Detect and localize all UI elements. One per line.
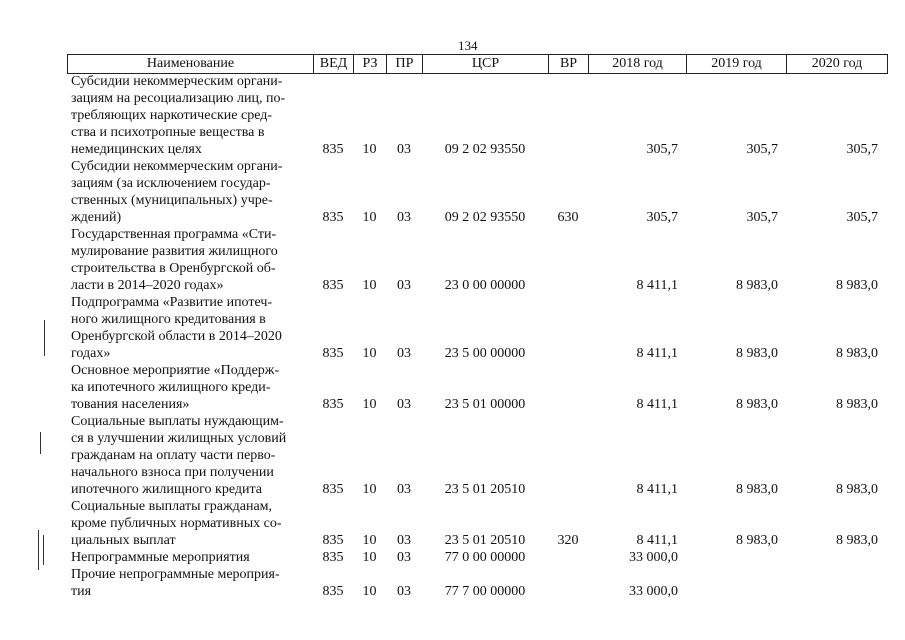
cell-ved: 835 bbox=[322, 482, 344, 497]
row-name bbox=[67, 294, 313, 362]
row-name-line: Государственная программа «Сти- bbox=[71, 227, 277, 242]
cell-y2020: 8 983,0 bbox=[836, 397, 878, 412]
table-row bbox=[67, 549, 886, 566]
cell-csr: 23 0 00 00000 bbox=[444, 278, 526, 293]
row-name-line: начального взноса при получении bbox=[71, 465, 274, 480]
cell-y2019: 8 983,0 bbox=[736, 397, 778, 412]
header-name: Наименование bbox=[68, 55, 314, 73]
cell-csr: 77 0 00 00000 bbox=[444, 550, 526, 565]
row-name-line: Основное мероприятие «Поддерж- bbox=[71, 363, 280, 378]
row-name-line: немедицинских целях bbox=[71, 142, 202, 157]
cell-csr: 09 2 02 93550 bbox=[444, 142, 526, 157]
cell-y2019: 305,7 bbox=[746, 210, 778, 225]
cell-y2018: 8 411,1 bbox=[636, 533, 678, 548]
cell-ved: 835 bbox=[322, 533, 344, 548]
row-name bbox=[67, 413, 313, 498]
cell-rz: 10 bbox=[362, 278, 377, 293]
header-csr: ЦСР bbox=[423, 55, 549, 73]
cell-pr: 03 bbox=[397, 533, 411, 548]
cell-rz: 10 bbox=[362, 210, 377, 225]
cell-y2020: 8 983,0 bbox=[836, 482, 878, 497]
cell-pr: 03 bbox=[397, 482, 411, 497]
row-name-line: мулирование развития жилищного bbox=[71, 244, 278, 259]
cell-ved: 835 bbox=[322, 346, 344, 361]
cell-pr: 03 bbox=[397, 397, 411, 412]
cell-csr: 77 7 00 00000 bbox=[444, 584, 526, 599]
page-number: 134 bbox=[458, 38, 478, 53]
table-header bbox=[67, 54, 888, 74]
cell-y2018: 8 411,1 bbox=[636, 346, 678, 361]
table-row bbox=[67, 413, 886, 498]
table-row bbox=[67, 498, 886, 549]
cell-y2018: 305,7 bbox=[646, 210, 678, 225]
cell-y2018: 8 411,1 bbox=[636, 278, 678, 293]
row-name-line: Оренбургской области в 2014–2020 bbox=[71, 329, 282, 344]
cell-ved: 835 bbox=[322, 584, 344, 599]
cell-y2019: 305,7 bbox=[746, 142, 778, 157]
cell-y2019: 8 983,0 bbox=[736, 278, 778, 293]
header-2020: 2020 год bbox=[811, 56, 863, 71]
scan-mark bbox=[40, 432, 41, 454]
cell-y2020: 305,7 bbox=[846, 142, 878, 157]
row-name bbox=[67, 73, 313, 158]
row-name-line: ка ипотечного жилищного креди- bbox=[71, 380, 271, 395]
row-name-line: зациям (за исключением государ- bbox=[71, 176, 271, 191]
table-row bbox=[67, 566, 886, 600]
cell-y2020: 305,7 bbox=[846, 210, 878, 225]
header-rz: РЗ bbox=[354, 55, 387, 73]
row-name-line: тования населения» bbox=[71, 397, 190, 412]
scan-mark bbox=[43, 535, 44, 565]
row-name bbox=[67, 566, 313, 600]
header-2019: 2019 год bbox=[687, 55, 787, 73]
cell-ved: 835 bbox=[322, 210, 344, 225]
row-name-line: Непрограммные мероприятия bbox=[71, 550, 250, 565]
header-ved: ВЕД bbox=[314, 55, 354, 73]
row-name bbox=[67, 549, 313, 566]
cell-pr: 03 bbox=[397, 142, 411, 157]
cell-y2018: 33 000,0 bbox=[629, 550, 678, 565]
table-body bbox=[67, 73, 886, 600]
row-name bbox=[67, 498, 313, 549]
cell-ved: 835 bbox=[322, 278, 344, 293]
row-name-line: Прочие непрограммные мероприя- bbox=[71, 567, 280, 582]
row-name-line: Подпрограмма «Развитие ипотеч- bbox=[71, 295, 273, 310]
cell-ved: 835 bbox=[322, 142, 344, 157]
table-row bbox=[67, 226, 886, 294]
row-name-line: ся в улучшении жилищных условий bbox=[71, 431, 287, 446]
cell-csr: 23 5 01 00000 bbox=[444, 397, 526, 412]
row-name-line: ждений) bbox=[71, 210, 122, 225]
cell-y2019: 8 983,0 bbox=[736, 482, 778, 497]
cell-y2018: 8 411,1 bbox=[636, 397, 678, 412]
scan-mark bbox=[38, 530, 39, 570]
header-2018: 2018 год bbox=[589, 55, 687, 73]
row-name-line: Социальные выплаты гражданам, bbox=[71, 499, 273, 514]
row-name-line: гражданам на оплату части перво- bbox=[71, 448, 276, 463]
cell-pr: 03 bbox=[397, 550, 411, 565]
row-name-line: ственных (муниципальных) учре- bbox=[71, 193, 273, 208]
header-pr: ПР bbox=[387, 55, 423, 73]
row-name-line: Субсидии некоммерческим органи- bbox=[71, 159, 283, 174]
table-row bbox=[67, 73, 886, 158]
cell-csr: 23 5 01 20510 bbox=[444, 533, 526, 548]
row-name-line: циальных выплат bbox=[71, 533, 176, 548]
row-name-line: тия bbox=[71, 584, 92, 599]
cell-pr: 03 bbox=[397, 210, 411, 225]
cell-pr: 03 bbox=[397, 584, 411, 599]
cell-pr: 03 bbox=[397, 346, 411, 361]
cell-rz: 10 bbox=[362, 550, 377, 565]
cell-vr: 320 bbox=[557, 533, 579, 548]
cell-ved: 835 bbox=[322, 397, 344, 412]
row-name-line: Социальные выплаты нуждающим- bbox=[71, 414, 284, 429]
table-row bbox=[67, 158, 886, 226]
cell-rz: 10 bbox=[362, 482, 377, 497]
cell-y2018: 305,7 bbox=[646, 142, 678, 157]
cell-vr: 630 bbox=[557, 210, 579, 225]
scan-mark bbox=[44, 320, 45, 356]
cell-y2020: 8 983,0 bbox=[836, 278, 878, 293]
row-name-line: требляющих наркотические сред- bbox=[71, 108, 273, 123]
cell-csr: 23 5 01 20510 bbox=[444, 482, 526, 497]
row-name-line: кроме публичных нормативных со- bbox=[71, 516, 282, 531]
cell-csr: 23 5 00 00000 bbox=[444, 346, 526, 361]
cell-pr: 03 bbox=[397, 278, 411, 293]
table-row bbox=[67, 362, 886, 413]
header-vr: ВР bbox=[549, 55, 589, 73]
row-name-line: ства и психотропные вещества в bbox=[71, 125, 265, 140]
table-row bbox=[67, 294, 886, 362]
cell-y2019: 8 983,0 bbox=[736, 533, 778, 548]
cell-y2018: 33 000,0 bbox=[629, 584, 678, 599]
row-name-line: зациям на ресоциализацию лиц, по- bbox=[71, 91, 286, 106]
row-name bbox=[67, 226, 313, 294]
cell-y2019: 8 983,0 bbox=[736, 346, 778, 361]
cell-rz: 10 bbox=[362, 142, 377, 157]
row-name bbox=[67, 158, 313, 226]
cell-rz: 10 bbox=[362, 533, 377, 548]
row-name-line: строительства в Оренбургской об- bbox=[71, 261, 276, 276]
cell-y2020: 8 983,0 bbox=[836, 533, 878, 548]
row-name bbox=[67, 362, 313, 413]
row-name-line: ласти в 2014–2020 годах» bbox=[71, 278, 224, 293]
cell-csr: 09 2 02 93550 bbox=[444, 210, 526, 225]
row-name-line: годах» bbox=[71, 346, 111, 361]
cell-rz: 10 bbox=[362, 346, 377, 361]
row-name-line: ного жилищного кредитования в bbox=[71, 312, 266, 327]
cell-rz: 10 bbox=[362, 584, 377, 599]
cell-y2018: 8 411,1 bbox=[636, 482, 678, 497]
cell-y2020: 8 983,0 bbox=[836, 346, 878, 361]
cell-rz: 10 bbox=[362, 397, 377, 412]
row-name-line: ипотечного жилищного кредита bbox=[71, 482, 262, 497]
row-name-line: Субсидии некоммерческим органи- bbox=[71, 74, 283, 89]
cell-ved: 835 bbox=[322, 550, 344, 565]
